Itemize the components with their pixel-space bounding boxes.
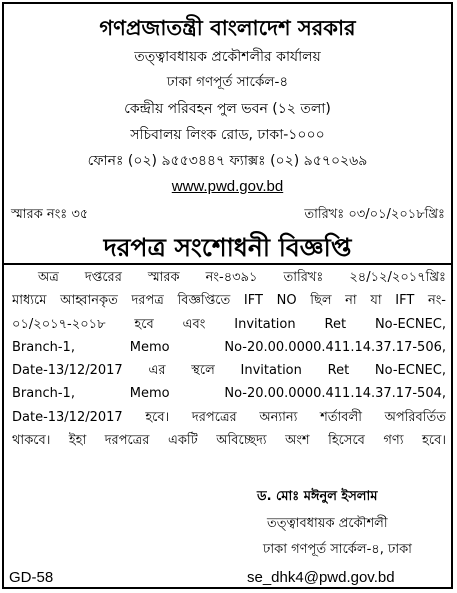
heading-divider	[4, 263, 451, 265]
building-name: কেন্দ্রীয় পরিবহন পুল ভবন (১২ তলা)	[124, 101, 331, 117]
gd-code: GD-58	[9, 569, 54, 586]
notice-body	[12, 266, 446, 452]
notice-document	[2, 2, 453, 589]
body-line: থাকবে। ইহা দরপত্রের একটি অবিচ্ছেদ্য অংশ হিসেবে গণ্য হবে।	[12, 433, 446, 449]
notice-heading: দরপত্র সংশোধনী বিজ্ঞপ্তি	[103, 233, 352, 262]
email-address[interactable]: se_dhk4@pwd.gov.bd	[247, 569, 395, 586]
government-title: গণপ্রজাতন্ত্রী বাংলাদেশ সরকার	[99, 16, 356, 40]
circle-name: ঢাকা গণপূর্ত সার্কেল-৪	[166, 74, 289, 90]
body-line: Branch-1, Memo No-20.00.0000.411.14.37.17-504,	[12, 386, 446, 402]
address-line: সচিবালয় লিংক রোড, ঢাকা-১০০০	[130, 127, 325, 143]
signatory-office: ঢাকা গণপূর্ত সার্কেল-৪, ঢাকা	[263, 542, 412, 557]
body-line: Date-13/12/2017 এর স্থলে Invitation Ret No-ECNEC,	[12, 363, 446, 379]
signatory-name: ড. মোঃ মঈনুল ইসলাম	[257, 489, 378, 504]
website-link[interactable]: www.pwd.gov.bd	[171, 178, 284, 195]
body-line: ০১/২০১৭-২০১৮ হবে এবং Invitation Ret No-ECNEC,	[12, 316, 446, 332]
memo-date: তারিখঃ ০৩/০১/২০১৮খ্রিঃ	[304, 207, 445, 222]
body-line: অত্র দপ্তরের স্মারক নং-৪৩৯১ তারিখঃ ২৪/১২/২০১৭খ্রিঃ	[38, 270, 446, 285]
phone-fax-line: ফোনঃ (০২) ৯৫৫৩৪৪৭ ফ্যাক্সঃ (০২) ৯৫৭০২৬৯	[87, 153, 368, 169]
signatory-designation: তত্ত্বাবধায়ক প্রকৌশলী	[267, 516, 388, 531]
body-line: মাধ্যমে আহ্বানকৃত দরপত্র বিজ্ঞপ্তিতে IFT NO ছিল না যা IFT নং-	[12, 293, 446, 309]
body-line: Branch-1, Memo No-20.00.0000.411.14.37.17-506,	[12, 339, 446, 355]
memo-number: স্মারক নংঃ ৩৫	[11, 207, 89, 222]
body-line: Date-13/12/2017 হবে। দরপত্রের অন্যান্য শর্তাবলী অপরিবর্তিত	[12, 409, 446, 425]
office-name: তত্ত্বাবধায়ক প্রকৌশলীর কার্যালয়	[134, 49, 321, 65]
